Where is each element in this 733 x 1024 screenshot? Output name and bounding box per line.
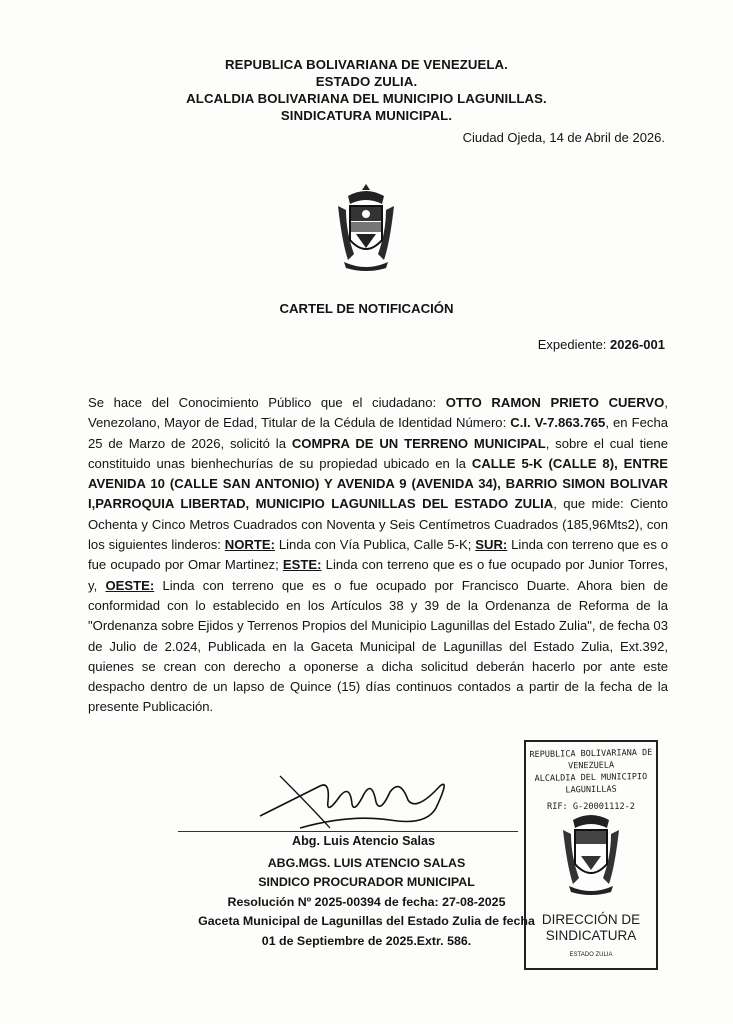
header-line-republic: REPUBLICA BOLIVARIANA DE VENEZUELA. xyxy=(225,57,508,72)
signer-resolution: Resolución Nº 2025-00394 de fecha: 27-08-2025 xyxy=(227,894,506,909)
body-text: , en Fecha 25 de Marzo de 2026, solicitó la xyxy=(88,415,669,451)
body-text: Linda con Vía Publica, Calle 5-K; xyxy=(274,537,476,553)
request-type: COMPRA DE UN TERRENO MUNICIPAL xyxy=(291,435,546,451)
signer-name: Abg. Luis Atencio Salas xyxy=(292,834,435,848)
document-header xyxy=(0,56,733,124)
body-text: Linda con terreno que es o fue ocupado por Omar Martinez; xyxy=(88,537,669,573)
stamp-dir-line2: SINDICATURA xyxy=(545,928,637,943)
header-line-state: ESTADO ZULIA. xyxy=(315,74,418,89)
boundary-south-label: SUR: xyxy=(475,537,508,553)
stamp-dir-line1: DIRECCIÓN DE xyxy=(541,912,641,927)
citizen-name: OTTO RAMON PRIETO CUERVO xyxy=(445,395,665,410)
boundary-north-label: NORTE: xyxy=(224,537,275,553)
signer-gazette: Gaceta Municipal de Lagunillas del Estado Zulia de fecha xyxy=(198,914,535,929)
signature-line xyxy=(178,831,518,832)
stamp-direction xyxy=(526,912,656,944)
body-text: , Venezolano, Mayor de Edad, Titular de la Cédula de Identidad Número: xyxy=(88,395,668,431)
boundary-east-label: ESTE: xyxy=(282,557,322,573)
expediente-label: Expediente: xyxy=(537,337,607,352)
official-stamp xyxy=(524,740,658,970)
stamp-rif: RIF: G-20001112-2 xyxy=(547,802,635,812)
stamp-line-alcaldia: ALCALDIA DEL MUNICIPIO LAGUNILLAS xyxy=(534,772,648,796)
handwritten-signature xyxy=(240,756,470,836)
document-title: CARTEL DE NOTIFICACIÓN xyxy=(279,301,454,316)
property-location: CALLE 5-K (CALLE 8), ENTRE AVENIDA 10 (CALLE SAN ANTONIO) Y AVENIDA 9 (AVENIDA 34), BARRIO SIMON BOLIVAR I,PARROQUIA LIBERTAD, MUNICIPIO LAGUNILLAS DEL ESTADO ZULIA xyxy=(88,455,669,512)
document-date: Ciudad Ojeda, 14 de Abril de 2026. xyxy=(462,130,665,145)
body-text: Se hace del Conocimiento Público que el ciudadano: xyxy=(88,395,446,410)
body-text: Linda con terreno que es o fue ocupado por Francisco Duarte. Ahora bien de conformidad con lo establecido en los Artículos 38 y 39 de la Ordenanza de Reforma de la "Ordenanza sobre Ejidos y Terrenos Propios del Municipio Lagunillas del Estado Zulia", de fecha 03 de Julio de 2.024, Publicada en la Gaceta Municipal de Lagunillas del Estado Zulia, Ext.392, quienes se crean con derecho a oponerse a dicha solicitud deberán hacerlo por ante este despacho dentro de un lapso de Quince (15) días continuos contados a partir de la fecha de la presente Publicación. xyxy=(88,577,668,715)
citizen-id: C.I. V-7.863.765 xyxy=(510,415,606,431)
body-text: , sobre el cual tiene constituido unas bienhechurías de su propiedad ubicado en la xyxy=(88,435,668,471)
stamp-line-republic: REPUBLICA BOLIVARIANA DE VENEZUELA xyxy=(529,747,653,772)
signer-full-title: ABG.MGS. LUIS ATENCIO SALAS xyxy=(267,856,466,870)
body-text: , que mide: Ciento Ochenta y Cinco Metros Cuadrados con Noventa y Seis Centímetros Cuadrados (185,96Mts2), con los siguientes linderos: xyxy=(88,496,668,553)
municipal-crest-logo xyxy=(334,182,398,274)
stamp-estado: ESTADO ZULIA xyxy=(569,952,613,958)
header-line-sindicatura: SINDICATURA MUNICIPAL. xyxy=(280,108,453,123)
boundary-west-label: OESTE: xyxy=(105,577,155,593)
body-text: Linda con terreno que es o fue ocupado por Junior Torres, y, xyxy=(88,557,669,593)
signer-position: SINDICO PROCURADOR MUNICIPAL xyxy=(258,875,475,890)
header-line-alcaldia: ALCALDIA BOLIVARIANA DEL MUNICIPIO LAGUNILLAS. xyxy=(186,91,547,106)
expediente-number: 2026-001 xyxy=(610,337,665,352)
signer-gazette-date: 01 de Septiembre de 2025.Extr. 586. xyxy=(261,933,472,948)
stamp-crest-icon xyxy=(559,808,623,898)
expediente-line xyxy=(538,337,665,352)
notice-body xyxy=(88,393,668,718)
